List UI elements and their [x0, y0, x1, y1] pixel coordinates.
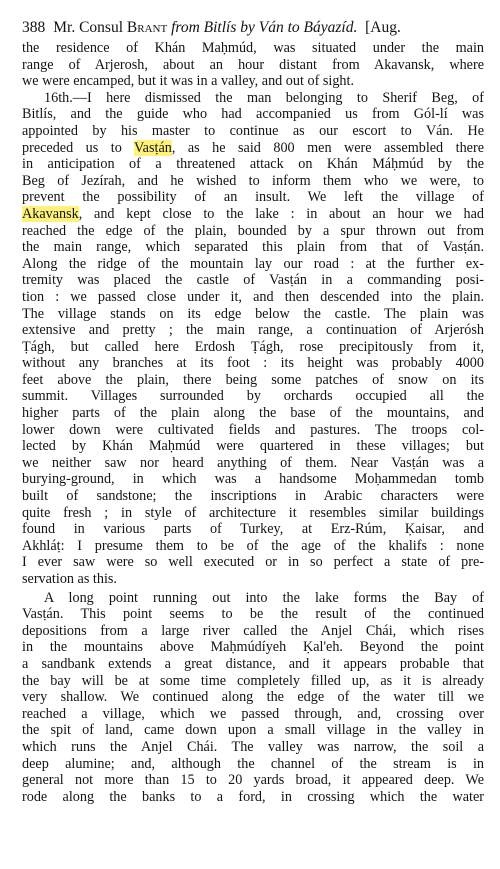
text-line: Akhláṭ: I presume them to be of the age of the khalifs : none	[22, 537, 484, 554]
text-line: in anticipation of a threatened attack on Khán Máḥmúd by the	[22, 156, 484, 173]
text-line: lected by Khán Maḥmúd were quartered in these villages; but	[22, 438, 484, 455]
header-journey-title: from Bitlís by Ván to Báyazíd.	[171, 19, 358, 36]
page-number: 388	[22, 19, 46, 36]
text-line: prevent the possibility of an insult. We left the village of	[22, 189, 484, 206]
highlighted-word: Akavansk	[22, 205, 79, 222]
text-line: burying-ground, in which was a handsome Moḥammedan tomb	[22, 471, 484, 488]
running-header	[22, 18, 484, 38]
text-line: found in various parts of Turkey, at Erz-Rúm, Ḳaisar, and	[22, 521, 484, 538]
text-line: 16th.—I here dismissed the man belonging to Sherif Beg, of	[44, 89, 484, 106]
text-line: tremity was placed the castle of Vasṭán in a commanding posi-	[22, 272, 484, 289]
text-line: feet above the plain, there being some patches of snow on its	[22, 371, 484, 388]
text-line: quite fresh ; in style of architecture it resembles similar buildings	[22, 504, 484, 521]
text-line	[22, 206, 484, 223]
text-line: range of Arjerosh, about an hour distant from Akavansk, where	[22, 56, 484, 73]
text-line: we neither saw nor heard anything of them. Near Vasṭán was a	[22, 454, 484, 471]
text-line: depositions from a large river called the Anjel Chái, which rises	[22, 622, 484, 639]
text-line: the spit of land, came down upon a small village in the valley in	[22, 722, 484, 739]
text-line	[22, 140, 484, 157]
text-line: the main range, which separated this plain from that of Vasṭán.	[22, 239, 484, 256]
text-line: lower down were cultivated fields and pastures. The troops col-	[22, 421, 484, 438]
text-line: which runs the Anjel Chái. The valley was narrow, the soil a	[22, 738, 484, 755]
text-segment: preceded us to	[22, 139, 135, 156]
text-line: general not more than 15 to 20 yards broad, it appeared deep. We	[22, 772, 484, 789]
text-line: we were encamped, but it was in a valley, and out of sight.	[22, 73, 354, 90]
text-line: higher parts of the plain along the base of the mountains, and	[22, 405, 484, 422]
header-title-prefix: Mr. Consul	[53, 19, 124, 36]
text-line: very shallow. We continued along the edge of the water till we	[22, 689, 484, 706]
text-line: built of sandstone; the inscriptions in Arabic characters were	[22, 488, 484, 505]
text-line: the residence of Khán Maḥmúd, was situated under the main	[22, 40, 484, 56]
header-author-name: Brant	[126, 19, 168, 36]
text-line: servation as this.	[22, 571, 117, 587]
text-line: Vasṭán. This point seems to be the result of the continued	[22, 606, 484, 623]
text-line: reached a village, which we passed through, and, crossing over	[22, 705, 484, 722]
text-line: the bay will be at some time completely filled up, as it is already	[22, 672, 484, 689]
text-segment: , and kept close to the lake : in about an hour we had	[78, 205, 484, 222]
text-line: rode along the banks to a ford, in crossing which the water	[22, 788, 484, 805]
text-line: without any branches at its foot : its height was probably 4000	[22, 355, 484, 372]
text-line: Bitlís, and the guide who had accompanied us from Gól-lí was	[22, 106, 484, 123]
text-line: in the mountains above Maḥmúdíyeh Ḳal'eh. Beyond the point	[22, 639, 484, 656]
text-line: I ever saw were so well executed or in so perfect a state of pre-	[22, 554, 484, 571]
text-line: Along the ridge of the mountain lay our road : at the further ex-	[22, 255, 484, 272]
text-line: tion : we passed close under it, and then descended into the plain.	[22, 288, 484, 305]
header-month: [Aug.	[365, 19, 401, 36]
text-line: reached the edge of the plain, bounded by a spur thrown out from	[22, 222, 484, 239]
text-line: extensive and pretty ; the main range, a continuation of Arjerósh	[22, 322, 484, 339]
text-segment: , as he said 800 men were assembled there	[171, 139, 484, 156]
body-text	[22, 40, 484, 805]
text-line: Ṭágh, but called here Erdosh Ṭágh, rose precipitously from it,	[22, 338, 484, 355]
text-line: summit. Villages surrounded by orchards occupied all the	[22, 388, 484, 405]
text-line: A long point running out into the lake forms the Bay of	[44, 589, 484, 606]
text-line: a sandbank extends a great distance, and it appears probable that	[22, 655, 484, 672]
text-line: appointed by his master to continue as our escort to Ván. He	[22, 122, 484, 139]
text-line: deep alumine; and, although the channel of the stream is in	[22, 755, 484, 772]
text-line: Beg of Jezírah, and he wished to inform them who we were, to	[22, 172, 484, 189]
highlighted-word: Vasṭán	[134, 139, 172, 156]
text-line: The village stands on its edge below the castle. The plain was	[22, 305, 484, 322]
